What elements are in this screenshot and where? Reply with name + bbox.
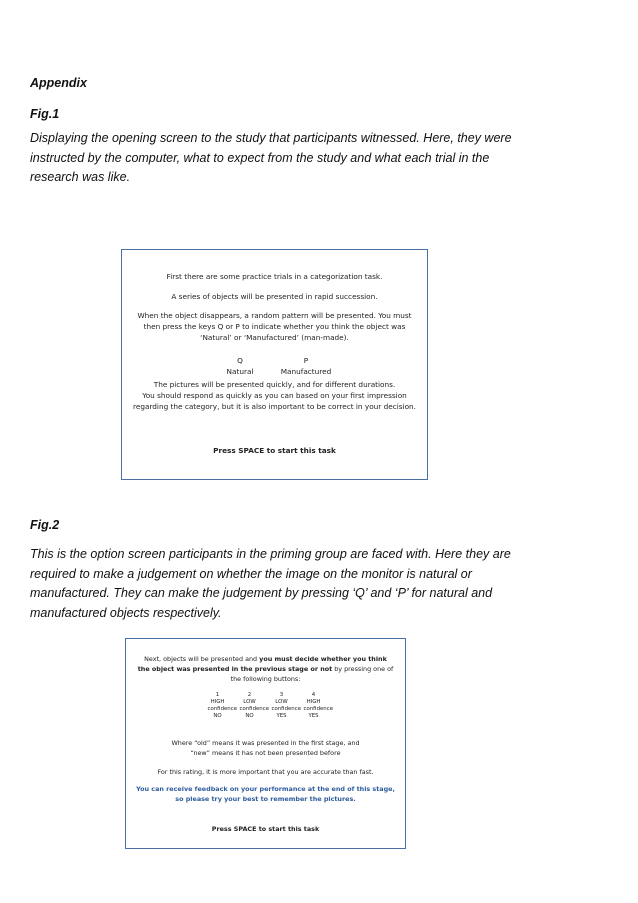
fig2-intro-c: the following buttons:: [230, 675, 301, 683]
option-answer: NO: [213, 713, 222, 720]
option-num: 2: [247, 692, 252, 698]
fig2-intro-a: Next, objects will be presented and: [144, 655, 258, 663]
option-conf: confidence: [207, 706, 238, 713]
option-level: LOW: [243, 699, 256, 706]
option-2: [239, 692, 270, 720]
fig2-feedback-b: so please try your best to remember the pictures.: [175, 795, 356, 803]
fig2-intro-b: by pressing one of: [334, 665, 394, 673]
option-level: LOW: [275, 699, 288, 706]
option-num: 1: [215, 692, 220, 698]
fig1-caption: Displaying the opening screen to the study that participants witnessed. Here, they were instructed by the computer, what to expect from the study and what each trial in the research was like.: [30, 131, 512, 184]
option-4: [303, 692, 334, 720]
fig1-line4b: You should respond as quickly as you can based on your first impression: [142, 391, 407, 400]
option-conf: confidence: [239, 706, 270, 713]
fig2-intro-b-bold: the object was presented in the previous stage or not: [137, 665, 333, 673]
fig2-intro-a-bold: you must decide whether you think: [259, 655, 387, 663]
fig1-line3b: then press the keys Q or P to indicate whether you think the object was: [143, 322, 406, 331]
fig2-where-a: Where “old” means it was presented in the first stage, and: [171, 739, 360, 747]
figure1-screen: [121, 249, 428, 480]
fig2-intro-line1: [126, 655, 405, 664]
fig2-label: Fig.2: [30, 518, 60, 532]
key-q: Q: [237, 356, 243, 365]
fig1-line4c: regarding the category, but it is also important to be correct in your decision.: [132, 402, 417, 411]
option-1: [207, 692, 238, 720]
option-conf: confidence: [271, 706, 302, 713]
fig1-line2: A series of objects will be presented in rapid succession.: [171, 292, 378, 301]
fig1-key-q: [214, 356, 266, 377]
option-level: HIGH: [306, 699, 321, 706]
fig2-where-b: “new” means it has not been presented before: [190, 749, 341, 757]
fig2-intro-line2: [126, 665, 405, 674]
fig1-key-p: [276, 356, 336, 377]
appendix-heading: Appendix: [30, 76, 87, 90]
figure2-screen: [125, 638, 406, 849]
option-num: 4: [311, 692, 316, 698]
fig1-line3c: ‘Natural’ or ‘Manufactured’ (man-made).: [200, 333, 349, 342]
option-answer: YES: [276, 713, 287, 720]
fig2-feedback-a: You can receive feedback on your performance at the end of this stage,: [136, 785, 395, 793]
fig1-start: Press SPACE to start this task: [213, 446, 336, 455]
option-answer: YES: [308, 713, 319, 720]
fig1-line4a: The pictures will be presented quickly, and for different durations.: [153, 380, 396, 389]
fig1-line1: First there are some practice trials in a categorization task.: [166, 272, 383, 281]
key-p: P: [303, 356, 309, 365]
option-3: [271, 692, 302, 720]
fig2-start: Press SPACE to start this task: [211, 825, 320, 833]
option-conf: confidence: [303, 706, 334, 713]
fig1-label: Fig.1: [30, 107, 60, 121]
key-q-label: Natural: [226, 366, 254, 376]
fig2-rating: For this rating, it is more important that you are accurate than fast.: [157, 768, 374, 776]
fig1-line3a: When the object disappears, a random pattern will be presented. You must: [137, 311, 412, 320]
option-level: HIGH: [210, 699, 225, 706]
option-answer: NO: [245, 713, 254, 720]
key-p-label: Manufactured: [280, 366, 332, 376]
fig2-options: [126, 692, 405, 720]
option-num: 3: [279, 692, 284, 698]
fig2-caption: This is the option screen participants in the priming group are faced with. Here they are required to make a judgement on whether the image on the monitor is natural or manufactured. They can make the judgement by pressing ‘Q’ and ‘P’ for natural and manufactured objects respectively.: [30, 547, 511, 620]
